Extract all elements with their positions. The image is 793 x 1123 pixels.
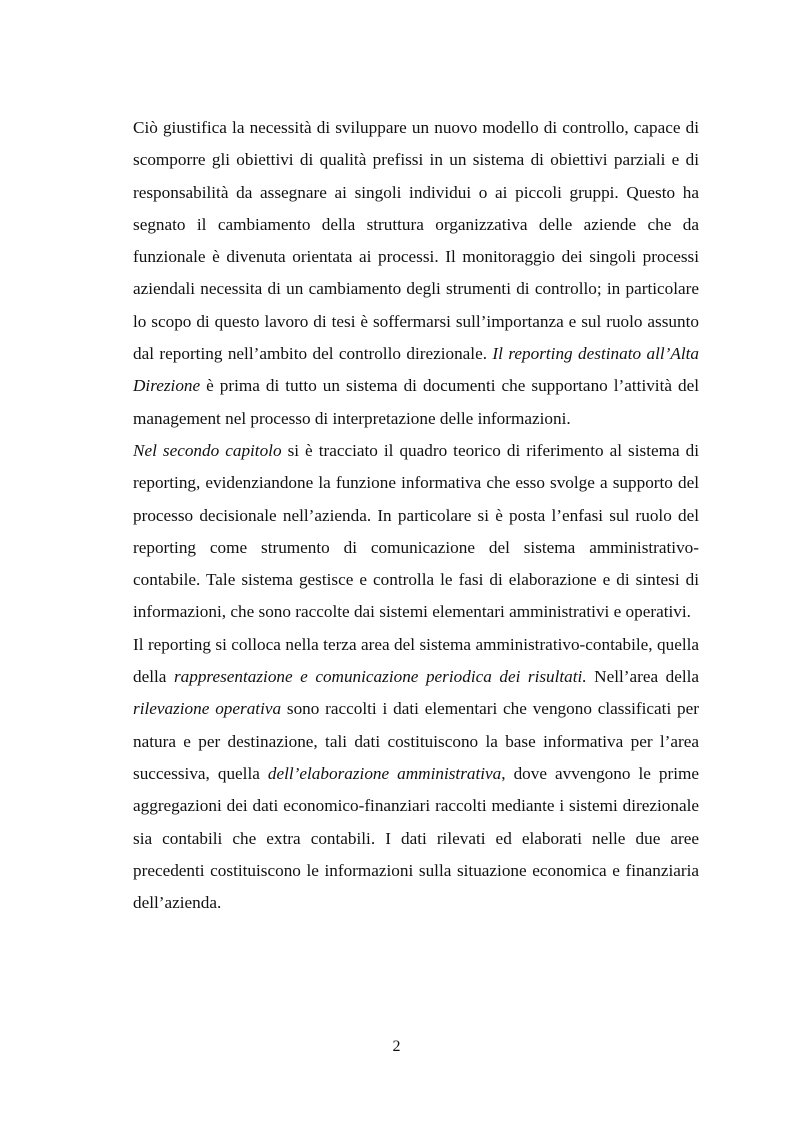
paragraph-3-text-1: Il reporting si colloca nella terza area del sistema amministrativo-contabile, quella della	[133, 634, 699, 687]
paragraph-3-text-3: sono raccolti i dati elementari che vengono classificati per natura e per destinazione, tali dati costituiscono la base informativa per l’area successiva, quella	[133, 699, 699, 783]
paragraph-3-italic-rappresentazione: rappresentazione e comunicazione periodica dei risultati.	[173, 667, 587, 687]
paragraph-3-italic-rilevazione-operativa: rilevazione operativa	[133, 699, 282, 719]
paragraph-1-text-2: è prima di tutto un sistema di documenti che supportano l’attività del management nel processo di interpretazione delle informazioni.	[133, 376, 699, 428]
paragraph-1-text-1: Ciò giustifica la necessità di sviluppare un nuovo modello di controllo, capace di scomporre gli obiettivi di qualità prefissi in un sistema di obiettivi parziali e di responsabilità da assegnare ai singoli individui o ai piccoli gruppi. Questo ha segnato il cambiamento della struttura organizzativa delle aziende che da funzionale è divenuta orientata ai processi. Il monitoraggio dei singoli processi aziendali necessita di un cambiamento degli strumenti di controllo; in particolare lo scopo di questo lavoro di tesi è soffermarsi sull’importanza e sul ruolo assunto dal reporting nell’ambito del controllo direzionale.	[133, 118, 699, 364]
paragraph-2-italic-secondo-capitolo: Nel secondo capitolo	[133, 440, 282, 460]
page-number: 2	[392, 1038, 401, 1055]
paragraph-3-italic-elaborazione-amministrativa: dell’elaborazione amministrativa	[267, 763, 502, 783]
paragraph-3	[133, 629, 699, 920]
page-body	[133, 112, 699, 919]
paragraph-3-text-2: Nell’area della	[586, 667, 700, 687]
paragraph-3-text-4: , dove avvengono le prime aggregazioni dei dati economico-finanziari raccolti mediante i sistemi direzionale sia contabili che extra contabili. I dati rilevati ed elaborati nelle due aree precedenti costituiscono le informazioni sulla situazione economica e finanziaria dell’azienda.	[133, 763, 699, 913]
paragraph-2-text-1: si è tracciato il quadro teorico di riferimento al sistema di reporting, evidenziandone la funzione informativa che esso svolge a supporto del processo decisionale nell’azienda. In particolare si è posta l’enfasi sul ruolo del reporting come strumento di comunicazione del sistema amministrativo-contabile. Tale sistema gestisce e controlla le fasi di elaborazione e di sintesi di informazioni, che sono raccolte dai sistemi elementari amministrativi e operativi.	[133, 440, 699, 622]
paragraph-1-italic-reporting-alta-direzione: Il reporting destinato all’Alta Direzione	[133, 344, 699, 396]
paragraph-2	[133, 435, 699, 629]
paragraph-1	[133, 112, 699, 435]
